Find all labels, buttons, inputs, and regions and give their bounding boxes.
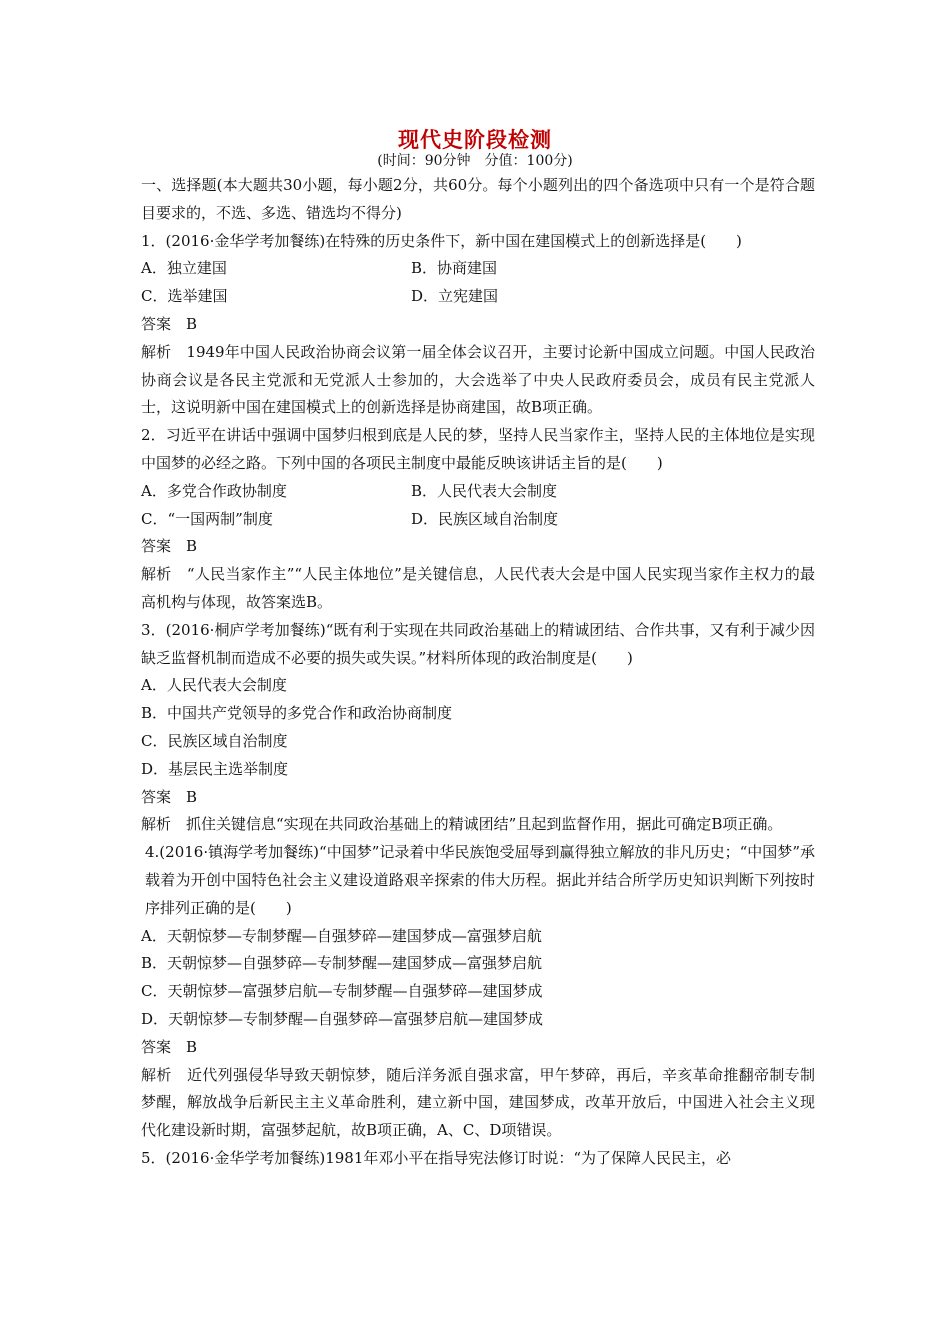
- analysis: 解析 1949年中国人民政治协商会议第一届全体会议召开，主要讨论新中国成立问题。中国人民政治协商会议是各民主党派和无党派人士参加的，大会选举了中央人民政府委员会，成员有民主党派人士，这说明新中国在建国模式上的创新选择是协商建国，故B项正确。: [141, 342, 815, 417]
- question-stem: 1．(2016·金华学考加餐练)在特殊的历史条件下，新中国在建国模式上的创新选择是( ): [141, 231, 742, 250]
- options-row: [141, 283, 815, 311]
- option-b: B．天朝惊梦—自强梦碎—专制梦醒—建国梦成—富强梦启航: [141, 954, 543, 973]
- answer: 答案 B: [141, 787, 198, 806]
- question-stem: 4.(2016·镇海学考加餐练)“中国梦”记录着中华民族饱受屈辱到赢得独立解放的非凡历史；“中国梦”承载着为开创中国特色社会主义建设道路艰辛探索的伟大历程。据此并结合所学历史知识判断下列按时序排列正确的是( ): [145, 843, 815, 917]
- option-c: C．天朝惊梦—富强梦启航—专制梦醒—自强梦碎—建国梦成: [141, 982, 543, 1001]
- option-c: C．“一国两制”制度: [141, 509, 273, 528]
- analysis: 解析 近代列强侵华导致天朝惊梦，随后洋务派自强求富，甲午梦碎，再后，辛亥革命推翻帝制专制梦醒，解放战争后新民主主义革命胜利，建立新中国，建国梦成，改革开放后，中国进入社会主义现代化建设新时期，富强梦起航，故B项正确，A、C、D项错误。: [141, 1065, 815, 1140]
- answer: 答案 B: [141, 314, 198, 333]
- document-body: [141, 172, 815, 1173]
- question-stem: 3．(2016·桐庐学考加餐练)“既有利于实现在共同政治基础上的精诚团结、合作共事，又有利于减少因缺乏监督机制而造成不必要的损失或失误。”材料所体现的政治制度是( ): [141, 620, 815, 667]
- answer: 答案 B: [141, 537, 198, 556]
- option-d: D．基层民主选举制度: [141, 759, 289, 778]
- page-title: 现代史阶段检测: [398, 127, 552, 152]
- question-stem: 5．(2016·金华学考加餐练)1981年邓小平在指导宪法修订时说：“为了保障人民民主，必: [141, 1148, 732, 1167]
- option-d: D．天朝惊梦—专制梦醒—自强梦碎—富强梦启航—建国梦成: [141, 1009, 544, 1028]
- question-stem: 2．习近平在讲话中强调中国梦归根到底是人民的梦，坚持人民当家作主，坚持人民的主体地位是实现中国梦的必经之路。下列中国的各项民主制度中最能反映该讲话主旨的是( ): [141, 426, 815, 472]
- option-a: A．天朝惊梦—专制梦醒—自强梦碎—建国梦成—富强梦启航: [141, 926, 542, 945]
- option-a: A．人民代表大会制度: [141, 676, 287, 695]
- analysis: 解析 “人民当家作主”“人民主体地位”是关键信息，人民代表大会是中国人民实现当家作主权力的最高机构与体现，故答案选B。: [141, 565, 815, 611]
- question-1: [141, 228, 815, 423]
- question-5: [141, 1145, 815, 1173]
- option-d: D．民族区域自治制度: [411, 509, 559, 528]
- question-3: [141, 617, 815, 839]
- question-2: [141, 422, 815, 617]
- option-a: A．独立建国: [141, 259, 227, 278]
- option-b: B．中国共产党领导的多党合作和政治协商制度: [141, 704, 453, 723]
- answer: 答案 B: [141, 1037, 198, 1056]
- options-row: [141, 478, 815, 506]
- option-a: A．多党合作政协制度: [141, 481, 287, 500]
- analysis: 解析 抓住关键信息“实现在共同政治基础上的精诚团结”且起到监督作用，据此可确定B项正确。: [141, 815, 783, 834]
- section-heading: 一、选择题(本大题共30小题，每小题2分，共60分。每个小题列出的四个备选项中只有一个是符合题目要求的，不选、多选、错选均不得分): [141, 176, 815, 222]
- option-b: B．协商建国: [411, 259, 498, 278]
- page-subtitle: (时间：90分钟 分值：100分): [377, 153, 573, 169]
- question-4: [141, 839, 815, 1145]
- option-d: D．立宪建国: [411, 287, 499, 306]
- option-b: B．人民代表大会制度: [411, 481, 558, 500]
- options-row: [141, 255, 815, 283]
- option-c: C．民族区域自治制度: [141, 731, 288, 750]
- option-c: C．选举建国: [141, 287, 228, 306]
- options-row: [141, 506, 815, 534]
